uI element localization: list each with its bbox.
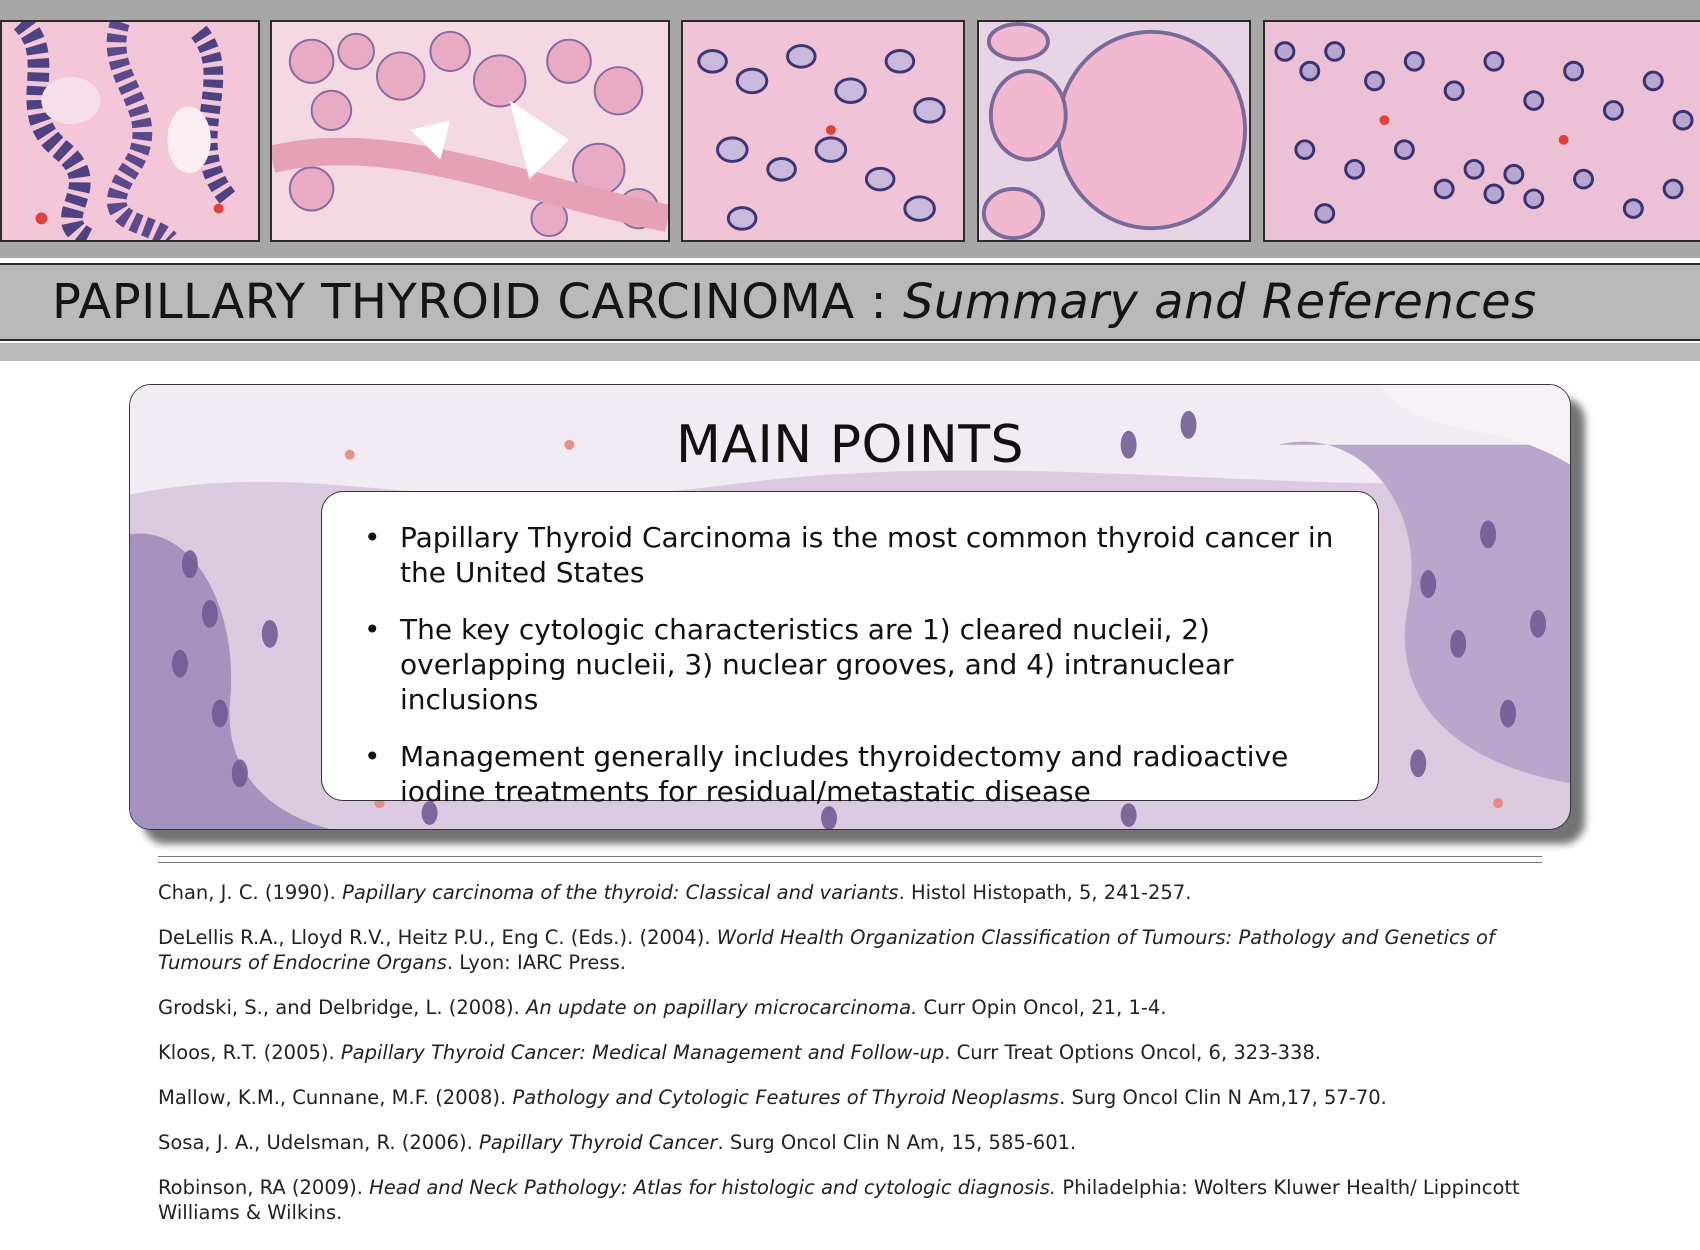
page-title (52, 274, 1537, 330)
reference-title: Head and Neck Pathology: Atlas for histologic and cytologic diagnosis. (369, 1176, 1057, 1199)
reference-authors: Kloos, R.T. (2005). (158, 1041, 341, 1064)
main-points-box (321, 491, 1379, 808)
histology-image-4 (977, 20, 1251, 242)
reference-authors: Sosa, J. A., Udelsman, R. (2006). (158, 1131, 479, 1154)
reference-authors: Chan, J. C. (1990). (158, 881, 343, 904)
main-point-text: Papillary Thyroid Carcinoma is the most common thyroid cancer in the United States (400, 521, 1334, 589)
histology-image-2 (270, 20, 670, 242)
bullet-marker: • (364, 740, 381, 773)
main-point-text: Management generally includes thyroidectomy and radioactive iodine treatments for residual/metastatic disease (400, 740, 1289, 808)
reference-item (158, 1130, 1558, 1155)
histology-image-strip (0, 0, 1700, 258)
reference-title: Papillary carcinoma of the thyroid: Classical and variants (342, 881, 899, 904)
reference-authors: Robinson, RA (2009). (158, 1176, 370, 1199)
bullet-marker: • (364, 613, 381, 646)
reference-item (158, 1175, 1558, 1225)
references-list (158, 880, 1558, 1245)
reference-source: . Histol Histopath, 5, 241-257. (898, 881, 1192, 904)
reference-title: Papillary Thyroid Cancer: Medical Management and Follow-up (340, 1041, 945, 1064)
reference-item (158, 995, 1558, 1020)
references-divider (158, 856, 1542, 863)
histology-image-1 (0, 20, 260, 242)
reference-item (158, 1040, 1558, 1065)
title-band (0, 263, 1700, 341)
title-main: PAPILLARY THYROID CARCINOMA : (52, 274, 888, 330)
title-underband (0, 343, 1700, 361)
reference-title: Papillary Thyroid Cancer (478, 1131, 718, 1154)
title-subtitle: Summary and References (902, 274, 1537, 330)
reference-source: . Lyon: IARC Press. (446, 951, 626, 974)
reference-source: . Surg Oncol Clin N Am, 15, 585-601. (717, 1131, 1077, 1154)
reference-title: World Health Organization Classification of Tumours: Pathology and Genetics of Tumours of Endocrine Organs (158, 926, 1495, 974)
main-point-text: The key cytologic characteristics are 1) cleared nucleii, 2) overlapping nucleii, 3) nuclear grooves, and 4) intranuclear inclusions (400, 613, 1234, 716)
reference-authors: Grodski, S., and Delbridge, L. (2008). (158, 996, 527, 1019)
reference-title: Pathology and Cytologic Features of Thyroid Neoplasms (512, 1086, 1060, 1109)
histology-image-5 (1263, 20, 1700, 242)
reference-item (158, 925, 1558, 975)
reference-source: . Surg Oncol Clin N Am,17, 57-70. (1059, 1086, 1387, 1109)
bullet-marker: • (364, 521, 381, 554)
main-point (346, 520, 1358, 590)
reference-source: . Curr Treat Options Oncol, 6, 323-338. (944, 1041, 1322, 1064)
reference-authors: DeLellis R.A., Lloyd R.V., Heitz P.U., Eng C. (Eds.). (2004). (158, 926, 717, 949)
histology-image-3 (681, 20, 965, 242)
reference-item (158, 1085, 1558, 1110)
main-points-heading: MAIN POINTS (676, 415, 1024, 475)
reference-title: An update on papillary microcarcinoma. (526, 996, 918, 1019)
reference-authors: Mallow, K.M., Cunnane, M.F. (2008). (158, 1086, 513, 1109)
reference-item (158, 880, 1558, 905)
main-point (346, 612, 1358, 717)
main-points-card (129, 384, 1571, 830)
reference-source: Curr Opin Oncol, 21, 1-4. (917, 996, 1167, 1019)
main-point (346, 739, 1358, 809)
reference-source: Philadelphia: Wolters Kluwer Health/ Lippincott Williams & Wilkins. (158, 1176, 1520, 1224)
